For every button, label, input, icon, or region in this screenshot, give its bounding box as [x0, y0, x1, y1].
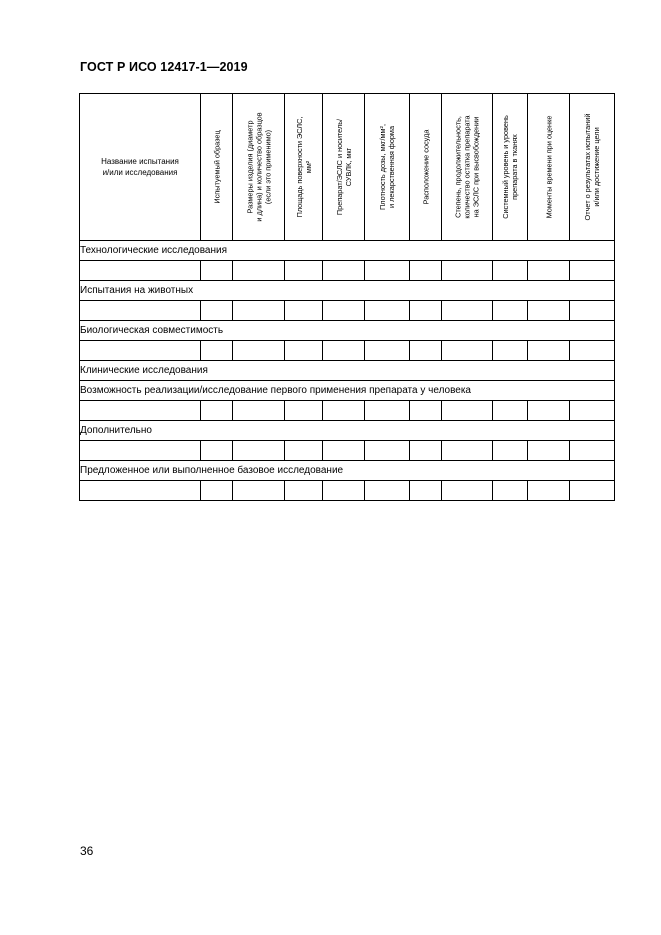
empty-cell [528, 261, 570, 281]
section-row [80, 461, 615, 481]
section-row [80, 241, 615, 261]
section-title: Предложенное или выполненное базовое исследование [80, 461, 615, 481]
empty-cell [442, 341, 493, 361]
empty-cell [528, 301, 570, 321]
column-header-text [501, 97, 519, 237]
empty-cell [80, 341, 201, 361]
empty-cell [285, 341, 323, 361]
empty-cell [410, 341, 442, 361]
empty-row [80, 481, 615, 501]
header-line: Плотность дозы, мкг/мм², [378, 124, 387, 210]
empty-cell [80, 301, 201, 321]
empty-cell [570, 401, 615, 421]
header-line: препарата в тканях [510, 134, 519, 200]
empty-cell [570, 261, 615, 281]
section-title: Технологические исследования [80, 241, 615, 261]
column-header-text [335, 97, 353, 237]
empty-cell [285, 481, 323, 501]
empty-cell [285, 261, 323, 281]
empty-cell [365, 341, 410, 361]
empty-cell [80, 401, 201, 421]
empty-cell [323, 481, 365, 501]
empty-cell [201, 261, 233, 281]
header-line: (если это применимо) [263, 129, 272, 205]
section-row [80, 381, 615, 401]
section-title: Дополнительно [80, 421, 615, 441]
empty-cell [201, 341, 233, 361]
empty-cell [285, 401, 323, 421]
empty-cell [493, 441, 528, 461]
empty-cell [410, 401, 442, 421]
section-row [80, 361, 615, 381]
empty-cell [365, 261, 410, 281]
empty-cell [493, 481, 528, 501]
empty-cell [528, 341, 570, 361]
column-header-text [378, 97, 396, 237]
empty-cell [528, 401, 570, 421]
empty-cell [323, 401, 365, 421]
column-header-text [583, 97, 601, 237]
header-line: Препарат/ЭСЛС и носитель/ [334, 118, 344, 216]
empty-cell [201, 401, 233, 421]
empty-cell [442, 441, 493, 461]
empty-cell [365, 401, 410, 421]
table-body [80, 241, 615, 501]
empty-cell [442, 401, 493, 421]
section-row [80, 421, 615, 441]
empty-cell [442, 481, 493, 501]
header-line: и/или исследования [102, 168, 178, 177]
column-header [410, 94, 442, 241]
empty-cell [285, 441, 323, 461]
section-title: Испытания на животных [80, 281, 615, 301]
column-header [442, 94, 493, 241]
empty-cell [528, 481, 570, 501]
header-line: количество остатка препарата [462, 115, 472, 219]
column-header-text [295, 97, 313, 237]
section-row [80, 321, 615, 341]
header-line: Название испытания [101, 157, 179, 166]
header-line: и длина) и количество образцов [254, 112, 263, 222]
empty-cell [285, 301, 323, 321]
empty-cell [365, 301, 410, 321]
column-header [285, 94, 323, 241]
empty-cell [323, 261, 365, 281]
column-header-text [212, 97, 221, 237]
empty-cell [233, 441, 285, 461]
header-line: Степень, продолжительность, [453, 116, 463, 218]
section-title: Биологическая совместимость [80, 321, 615, 341]
empty-cell [410, 301, 442, 321]
empty-cell [442, 301, 493, 321]
empty-cell [80, 441, 201, 461]
column-header [493, 94, 528, 241]
document-header: ГОСТ Р ИСО 12417-1—2019 [80, 60, 248, 74]
empty-cell [493, 301, 528, 321]
empty-cell [570, 481, 615, 501]
empty-cell [493, 261, 528, 281]
test-results-table [79, 93, 615, 501]
empty-cell [233, 301, 285, 321]
table-header-row [80, 94, 615, 241]
column-header [365, 94, 410, 241]
header-line: Расположение сосуда [421, 129, 430, 205]
empty-cell [323, 441, 365, 461]
empty-cell [323, 341, 365, 361]
header-line: Системный уровень и уровень [501, 115, 510, 219]
empty-cell [570, 341, 615, 361]
section-title: Клинические исследования [80, 361, 615, 381]
empty-cell [442, 261, 493, 281]
header-line: мм² [303, 160, 313, 174]
empty-cell [80, 261, 201, 281]
column-header [201, 94, 233, 241]
empty-cell [410, 481, 442, 501]
empty-cell [201, 441, 233, 461]
empty-row [80, 401, 615, 421]
header-line: и лекарственная форма [387, 125, 396, 209]
header-line: Размеры изделия (диаметр [245, 120, 254, 214]
empty-cell [233, 401, 285, 421]
column-header-text [544, 97, 553, 237]
empty-cell [201, 481, 233, 501]
column-header-test-name [80, 94, 201, 241]
header-line: и/или достижение цели [592, 127, 601, 207]
empty-cell [365, 441, 410, 461]
header-line: Площадь поверхности ЭСЛС, [294, 116, 304, 218]
empty-cell [80, 481, 201, 501]
empty-cell [365, 481, 410, 501]
header-line: на ЭСЛС при высвобождении [471, 116, 481, 218]
column-header-text [245, 97, 272, 237]
header-line: Испытуемый образец [212, 130, 221, 204]
empty-cell [528, 441, 570, 461]
empty-cell [410, 261, 442, 281]
empty-cell [493, 401, 528, 421]
column-header [323, 94, 365, 241]
section-title: Возможность реализации/исследование первого применения препарата у человека [80, 381, 615, 401]
empty-cell [201, 301, 233, 321]
empty-row [80, 301, 615, 321]
empty-row [80, 441, 615, 461]
header-line: Отчет о результатах испытаний [583, 113, 592, 221]
empty-row [80, 341, 615, 361]
section-row [80, 281, 615, 301]
column-header-text [421, 97, 430, 237]
column-header [528, 94, 570, 241]
column-header [570, 94, 615, 241]
empty-cell [233, 341, 285, 361]
empty-cell [410, 441, 442, 461]
empty-cell [233, 481, 285, 501]
empty-cell [570, 441, 615, 461]
empty-cell [570, 301, 615, 321]
header-line: Моменты времени при оценке [544, 115, 553, 219]
empty-cell [323, 301, 365, 321]
page-number: 36 [80, 844, 94, 858]
empty-cell [233, 261, 285, 281]
header-line: СУВЛК, мкг [343, 147, 353, 187]
column-header-text [454, 97, 481, 237]
empty-cell [493, 341, 528, 361]
empty-row [80, 261, 615, 281]
column-header [233, 94, 285, 241]
